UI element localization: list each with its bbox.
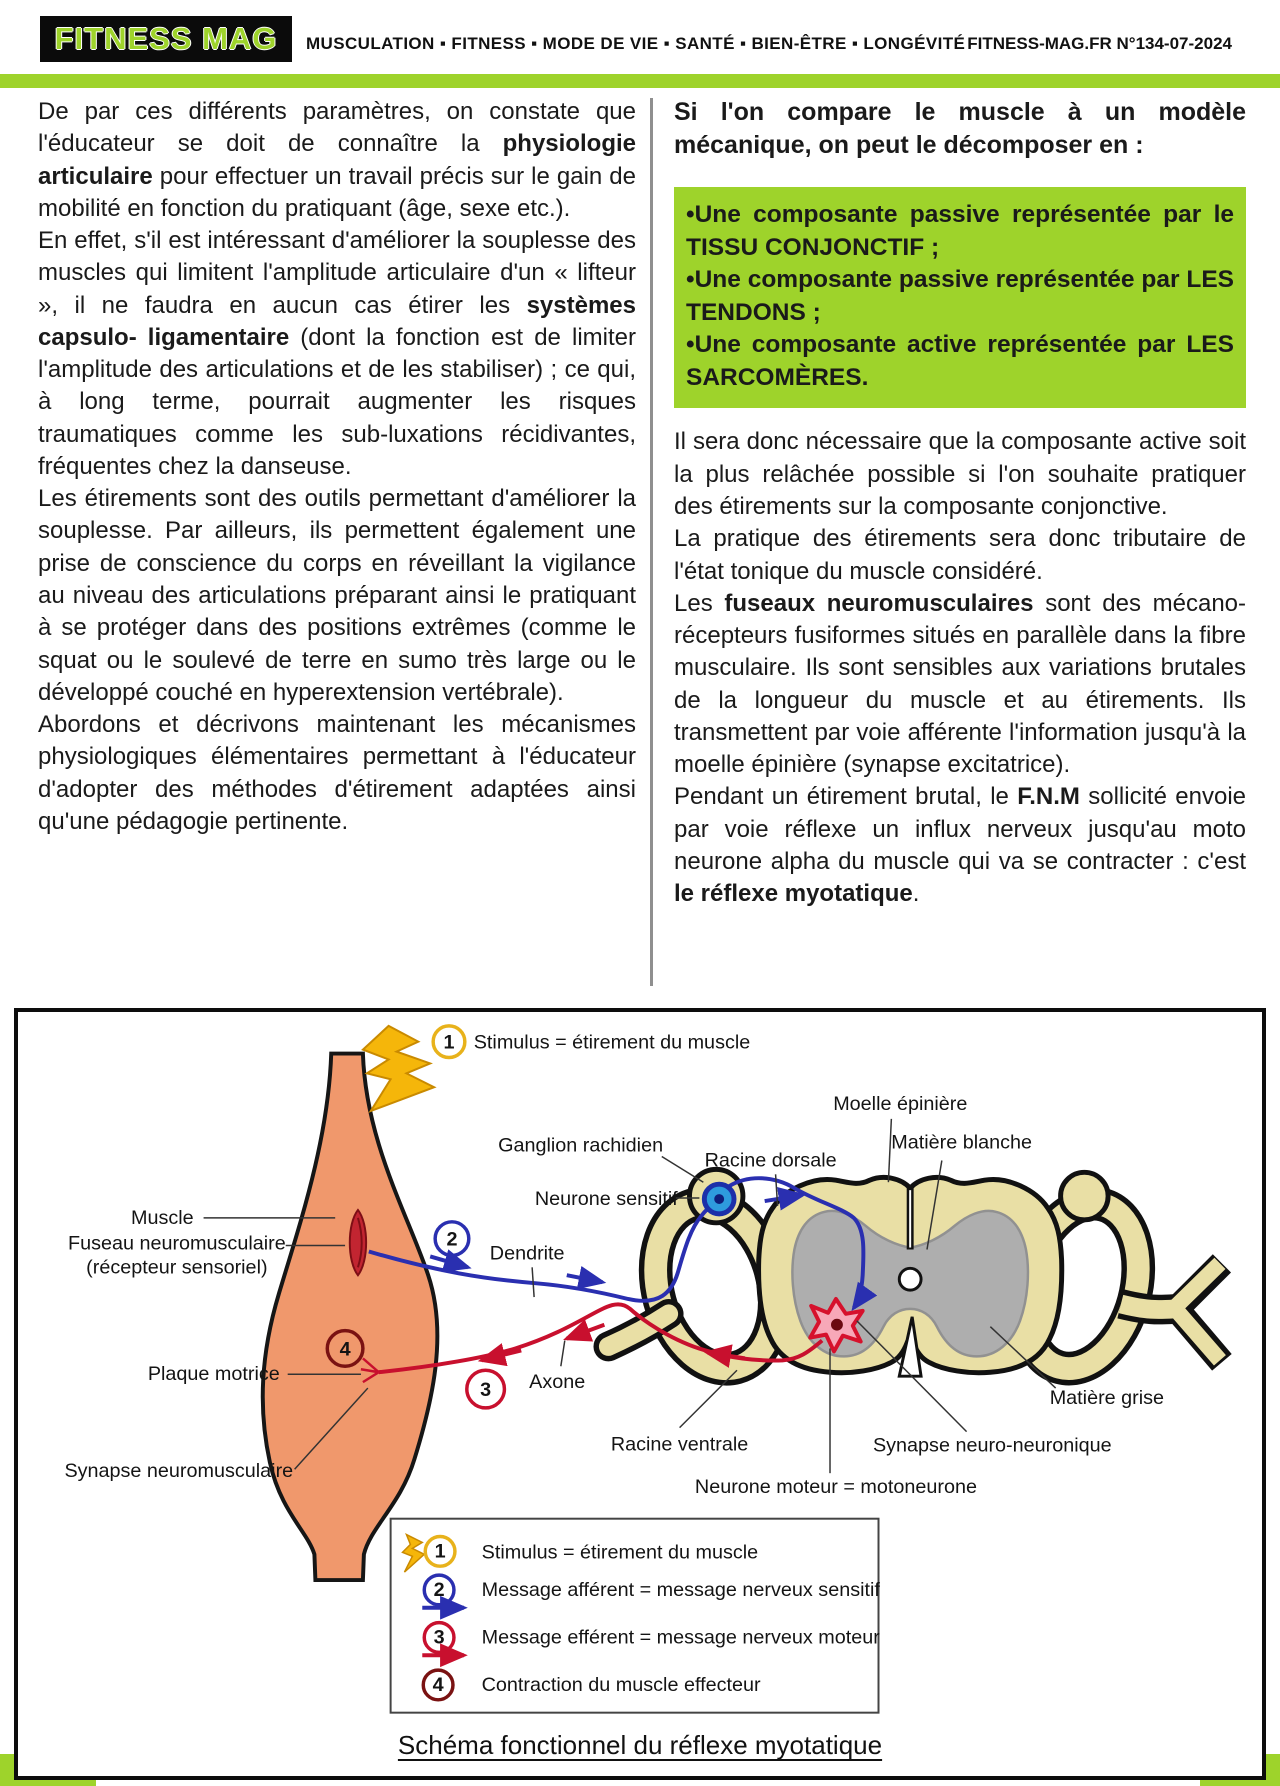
magazine-logo <box>40 16 292 62</box>
paragraph: En effet, s'il est intéressant d'améliorer la souplesse des muscles qui limitent l'amplitude articulaire d'un « lifteur », il ne faudra en aucun cas étirer les systèmes capsulo- ligamentaire (dont la fonction est de limiter l'amplitude des articulations et de les stabiliser) ; ce qui, à long terme, pourrait augmenter les risques traumatiques comme les sub-luxations récidivantes, fréquentes chez la danseuse. <box>38 227 636 480</box>
paragraph: La pratique des étirements sera donc tributaire de l'état tonique du muscle considéré. <box>674 525 1246 585</box>
fuseau-label-1: Fuseau neuromusculaire <box>67 1232 286 1255</box>
paragraph: Pendant un étirement brutal, le F.N.M sollicité envoie par voie réflexe un influx nerveux jusqu'au moto neurone alpha du muscle qui va se contracter : c'est le réflexe myotatique. <box>674 783 1246 908</box>
legend-num-1: 1 <box>434 1540 446 1563</box>
ganglion-label: Ganglion rachidien <box>498 1134 664 1157</box>
green-divider-bar <box>0 74 1280 88</box>
moelle-epiniere-label: Moelle épinière <box>833 1092 968 1115</box>
step-2-marker: 2 <box>446 1228 458 1251</box>
highlight-box <box>674 187 1246 408</box>
bullet-line: •Une composante active représentée par LES SARCOMÈRES. <box>686 331 1234 391</box>
racine-ventrale-label: Racine ventrale <box>610 1433 749 1456</box>
legend-item-4: Contraction du muscle effecteur <box>481 1673 761 1696</box>
section-heading: Si l'on compare le muscle à un modèle mécanique, on peut le décomposer en : <box>674 98 1246 159</box>
dendrite-label: Dendrite <box>489 1242 565 1265</box>
bullet-line: •Une composante passive représentée par le TISSU CONJONCTIF ; <box>686 201 1234 261</box>
diagram-canvas <box>18 1012 1262 1776</box>
muscle-label: Muscle <box>131 1206 194 1229</box>
step-1-marker: 1 <box>443 1031 455 1054</box>
legend-item-2: Message afférent = message nerveux sensitif <box>481 1578 880 1601</box>
right-text-column <box>674 96 1246 1002</box>
left-text-column <box>38 96 636 1002</box>
header-categories: MUSCULATION ▪ FITNESS ▪ MODE DE VIE ▪ SANTÉ ▪ BIEN-ÊTRE ▪ LONGÉVITÉ <box>306 34 966 53</box>
legend-item-3: Message efférent = message nerveux moteur <box>481 1626 880 1649</box>
step-4-marker: 4 <box>339 1338 351 1361</box>
neurone-sensitif-label: Neurone sensitif <box>534 1187 678 1210</box>
column-divider <box>650 98 653 986</box>
matiere-grise-label: Matière grise <box>1049 1386 1165 1409</box>
axone-label: Axone <box>529 1371 586 1394</box>
legend-item-1: Stimulus = étirement du muscle <box>481 1541 759 1564</box>
synapse-neuro-neuronique-label: Synapse neuro-neuronique <box>872 1434 1112 1457</box>
diagram-caption: Schéma fonctionnel du réflexe myotatique <box>397 1730 883 1760</box>
issue-info: FITNESS-MAG.FR N°134-07-2024 <box>967 34 1232 53</box>
legend-num-2: 2 <box>433 1578 445 1601</box>
bullet-line: •Une composante passive représentée par LES TENDONS ; <box>686 266 1234 326</box>
racine-dorsale-label: Racine dorsale <box>704 1149 837 1172</box>
legend-num-4: 4 <box>432 1673 444 1696</box>
matiere-blanche-label: Matière blanche <box>891 1131 1033 1154</box>
myotatic-reflex-diagram <box>14 1008 1266 1780</box>
legend-box <box>391 1519 881 1713</box>
magazine-logo-text: FITNESS MAG <box>54 21 278 56</box>
paragraph: Abordons et décrivons maintenant les mécanismes physiologiques élémentaires permettant à l'éducateur d'adopter des méthodes d'étirement adaptées ainsi qu'une pédagogie pertinente. <box>38 711 636 835</box>
step-3-marker: 3 <box>480 1378 492 1401</box>
paragraph: Les fuseaux neuromusculaires sont des mécano-récepteurs fusiformes situés en parallèle dans la fibre musculaire. Ils sont sensibles aux variations brutales de la longueur du muscle et au étirements. Ils transmettent par voie afférente l'information jusqu'à la moelle épinière (synapse excitatrice). <box>674 589 1246 779</box>
central-canal <box>899 1268 921 1290</box>
fuseau-label-2: (récepteur sensoriel) <box>86 1256 268 1279</box>
paragraph: Les étirements sont des outils permettant d'améliorer la souplesse. Par ailleurs, ils permettent également une prise de conscience du corps en réveillant la vigilance au niveau des articulations préparant ainsi le pratiquant à se protéger dans des positions extrêmes (comme le squat ou le soulevé de terre en sumo très large ou le développé couché en hyperextension vertébrale). <box>38 485 636 706</box>
muscle-shape <box>263 1054 438 1580</box>
synapse-neuromusculaire-label: Synapse neuromusculaire <box>64 1460 294 1483</box>
legend-num-3: 3 <box>433 1626 445 1649</box>
plaque-motrice-label: Plaque motrice <box>147 1363 280 1386</box>
paragraph: Il sera donc nécessaire que la composante active soit la plus relâchée possible si l'on souhaite pratiquer des étirements sur la composante conjonctive. <box>674 428 1246 520</box>
motoneurone-label: Neurone moteur = motoneurone <box>694 1475 977 1498</box>
paragraph: De par ces différents paramètres, on constate que l'éducateur se doit de connaître la physiologie articulaire pour effectuer un travail précis sur le gain de mobilité en fonction du pratiquant (âge, sexe etc.). <box>38 98 636 222</box>
stimulus-label: Stimulus = étirement du muscle <box>473 1031 751 1054</box>
lightning-bolt-icon <box>363 1026 434 1111</box>
